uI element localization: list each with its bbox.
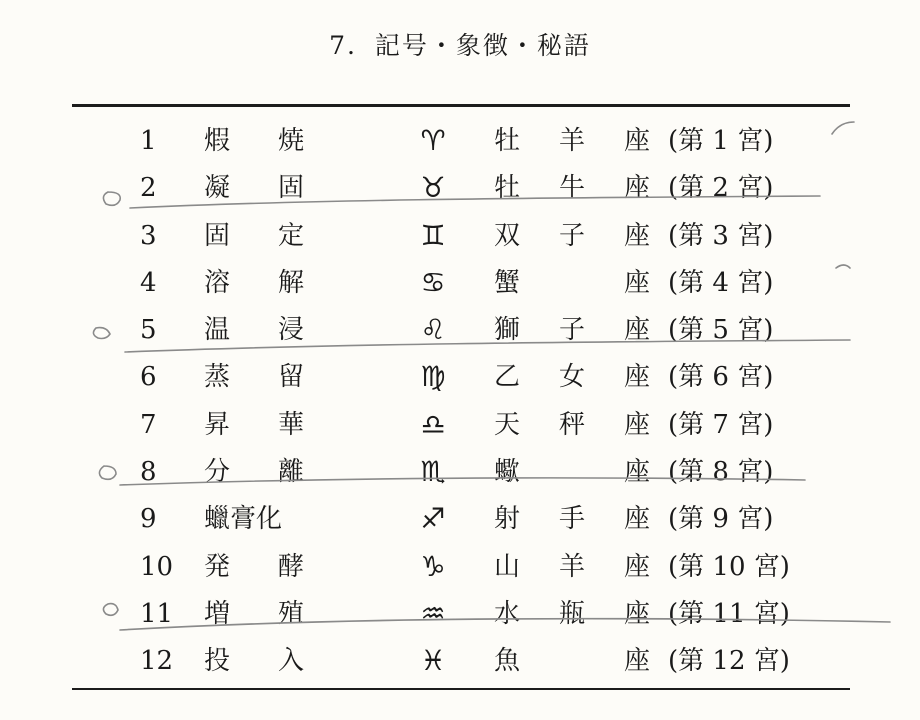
alchemical-operation (204, 644, 304, 678)
sign-char: 秤 (559, 409, 586, 440)
sign-char: 子 (559, 220, 586, 251)
sign-char: 瓶 (559, 598, 586, 629)
sign-char: 蟹 (494, 267, 521, 298)
alchemical-operation (204, 124, 304, 158)
alchemical-operation (204, 266, 304, 300)
row-number: 3 (140, 220, 157, 251)
row-number: 2 (140, 173, 157, 204)
table-row (0, 400, 920, 447)
operation-char: 酵 (277, 551, 304, 582)
operation-char: 離 (277, 457, 304, 488)
row-number: 4 (140, 267, 157, 298)
sign-char: 魚 (494, 646, 521, 677)
house-label: (第 9 宮) (668, 504, 774, 535)
operation-char: 浸 (277, 315, 304, 346)
table-row (0, 589, 920, 636)
sign-char: 座 (624, 457, 651, 488)
alchemical-operation (204, 597, 304, 631)
zodiac-table (0, 116, 920, 684)
sign-char: 座 (624, 173, 651, 204)
row-number: 10 (140, 551, 174, 582)
house-label: (第 11 宮) (668, 598, 790, 629)
sign-char: 双 (494, 220, 521, 251)
sign-char: 子 (559, 315, 586, 346)
section-title: 記号・象徴・秘語 (374, 31, 591, 60)
table-row (0, 447, 920, 494)
alchemical-operation (204, 502, 304, 536)
operation-char: 溶 (204, 267, 231, 298)
operation-char: 凝 (204, 173, 231, 204)
alchemical-operation (204, 313, 304, 347)
house-label: (第 2 宮) (668, 173, 774, 204)
operation-char: 煆 (204, 126, 231, 156)
table-row (0, 636, 920, 683)
table-bottom-rule (72, 688, 850, 690)
section-heading (0, 26, 920, 62)
row-number: 11 (140, 598, 174, 629)
zodiac-symbol-icon: ♎ (420, 407, 446, 441)
operation-char: 焼 (277, 126, 304, 156)
sign-char: 座 (624, 504, 651, 535)
sign-char (559, 644, 585, 678)
zodiac-sign-name (494, 219, 650, 253)
operation-char: 解 (277, 267, 304, 298)
sign-char: 座 (624, 598, 651, 629)
row-number: 9 (140, 504, 157, 535)
alchemical-operation (204, 219, 304, 253)
sign-char: 天 (494, 409, 521, 440)
zodiac-sign-name (494, 360, 650, 394)
operation-char: 固 (204, 220, 231, 251)
sign-char (559, 455, 585, 489)
sign-char: 水 (494, 598, 521, 629)
zodiac-symbol-icon: ♋ (420, 265, 446, 299)
alchemical-operation (204, 408, 304, 442)
house-label: (第 4 宮) (668, 267, 774, 298)
zodiac-sign-name (494, 408, 650, 442)
row-number: 5 (140, 315, 157, 346)
sign-char: 座 (624, 220, 651, 251)
sign-char: 牡 (494, 173, 521, 204)
zodiac-symbol-icon: ♐ (420, 502, 446, 536)
operation-char: 昇 (204, 409, 231, 440)
sign-char: 座 (624, 126, 651, 156)
zodiac-sign-name (494, 455, 650, 489)
house-label: (第 10 宮) (668, 551, 790, 582)
row-number: 6 (140, 362, 157, 393)
sign-char: 獅 (494, 315, 521, 346)
house-label: (第 12 宮) (668, 646, 790, 677)
zodiac-sign-name (494, 550, 650, 584)
operation-char: 発 (204, 551, 231, 582)
sign-char: 牛 (559, 173, 586, 204)
zodiac-symbol-icon: ♑ (420, 549, 446, 583)
sign-char: 座 (624, 551, 651, 582)
sign-char: 座 (624, 315, 651, 346)
operation-char: 蒸 (204, 362, 231, 393)
zodiac-sign-name (494, 266, 650, 300)
operation-char: 投 (204, 646, 231, 677)
house-label: (第 6 宮) (668, 362, 774, 393)
sign-char (559, 266, 585, 300)
zodiac-symbol-icon: ♌ (420, 313, 446, 347)
row-number: 12 (140, 646, 174, 677)
table-top-rule (72, 104, 850, 107)
zodiac-symbol-icon: ♊ (420, 218, 446, 252)
alchemical-operation (204, 360, 304, 394)
sign-char: 乙 (494, 362, 521, 393)
zodiac-symbol-icon: ♏ (420, 455, 446, 489)
zodiac-sign-name (494, 502, 650, 536)
sign-char: 射 (494, 504, 521, 535)
zodiac-symbol-icon: ♒ (420, 596, 446, 630)
table-row (0, 352, 920, 399)
table-row (0, 211, 920, 258)
sign-char: 女 (559, 362, 586, 393)
zodiac-symbol-icon: ♍ (420, 360, 446, 394)
house-label: (第 3 宮) (668, 220, 774, 251)
sign-char: 羊 (559, 551, 586, 582)
table-row (0, 305, 920, 352)
sign-char: 羊 (559, 126, 586, 156)
zodiac-sign-name (494, 313, 650, 347)
sign-char: 牡 (494, 126, 521, 156)
operation-char: 増 (204, 598, 231, 629)
sign-char: 山 (494, 551, 521, 582)
zodiac-symbol-icon: ♈ (420, 124, 446, 157)
zodiac-sign-name (494, 597, 650, 631)
house-label: (第 1 宮) (668, 126, 774, 156)
house-label: (第 7 宮) (668, 409, 774, 440)
table-row (0, 542, 920, 589)
alchemical-operation (204, 171, 304, 205)
section-number: 7. (329, 31, 357, 60)
operation-char: 入 (277, 646, 304, 677)
sign-char: 蠍 (494, 457, 521, 488)
zodiac-sign-name (494, 644, 650, 678)
alchemical-operation (204, 455, 304, 489)
sign-char: 座 (624, 646, 651, 677)
table-row (0, 258, 920, 305)
table-row (0, 494, 920, 541)
sign-char: 座 (624, 267, 651, 298)
house-label: (第 5 宮) (668, 315, 774, 346)
table-row (0, 116, 920, 163)
row-number: 7 (140, 409, 157, 440)
sign-char: 座 (624, 362, 651, 393)
zodiac-sign-name (494, 124, 650, 158)
operation-char: 留 (277, 362, 304, 393)
alchemical-operation (204, 550, 304, 584)
operation-char: 定 (277, 220, 304, 251)
operation-char: 蠟膏化 (204, 504, 283, 535)
sign-char: 座 (624, 409, 651, 440)
zodiac-symbol-icon: ♉ (420, 171, 446, 205)
row-number: 1 (140, 126, 157, 156)
zodiac-symbol-icon: ♓ (420, 644, 446, 678)
table-row (0, 163, 920, 210)
operation-char: 固 (277, 173, 304, 204)
house-label: (第 8 宮) (668, 457, 774, 488)
sign-char: 手 (559, 504, 586, 535)
operation-char: 華 (277, 409, 304, 440)
operation-char: 殖 (277, 598, 304, 629)
operation-char: 温 (204, 315, 231, 346)
zodiac-sign-name (494, 171, 650, 205)
operation-char: 分 (204, 457, 231, 488)
row-number: 8 (140, 457, 157, 488)
